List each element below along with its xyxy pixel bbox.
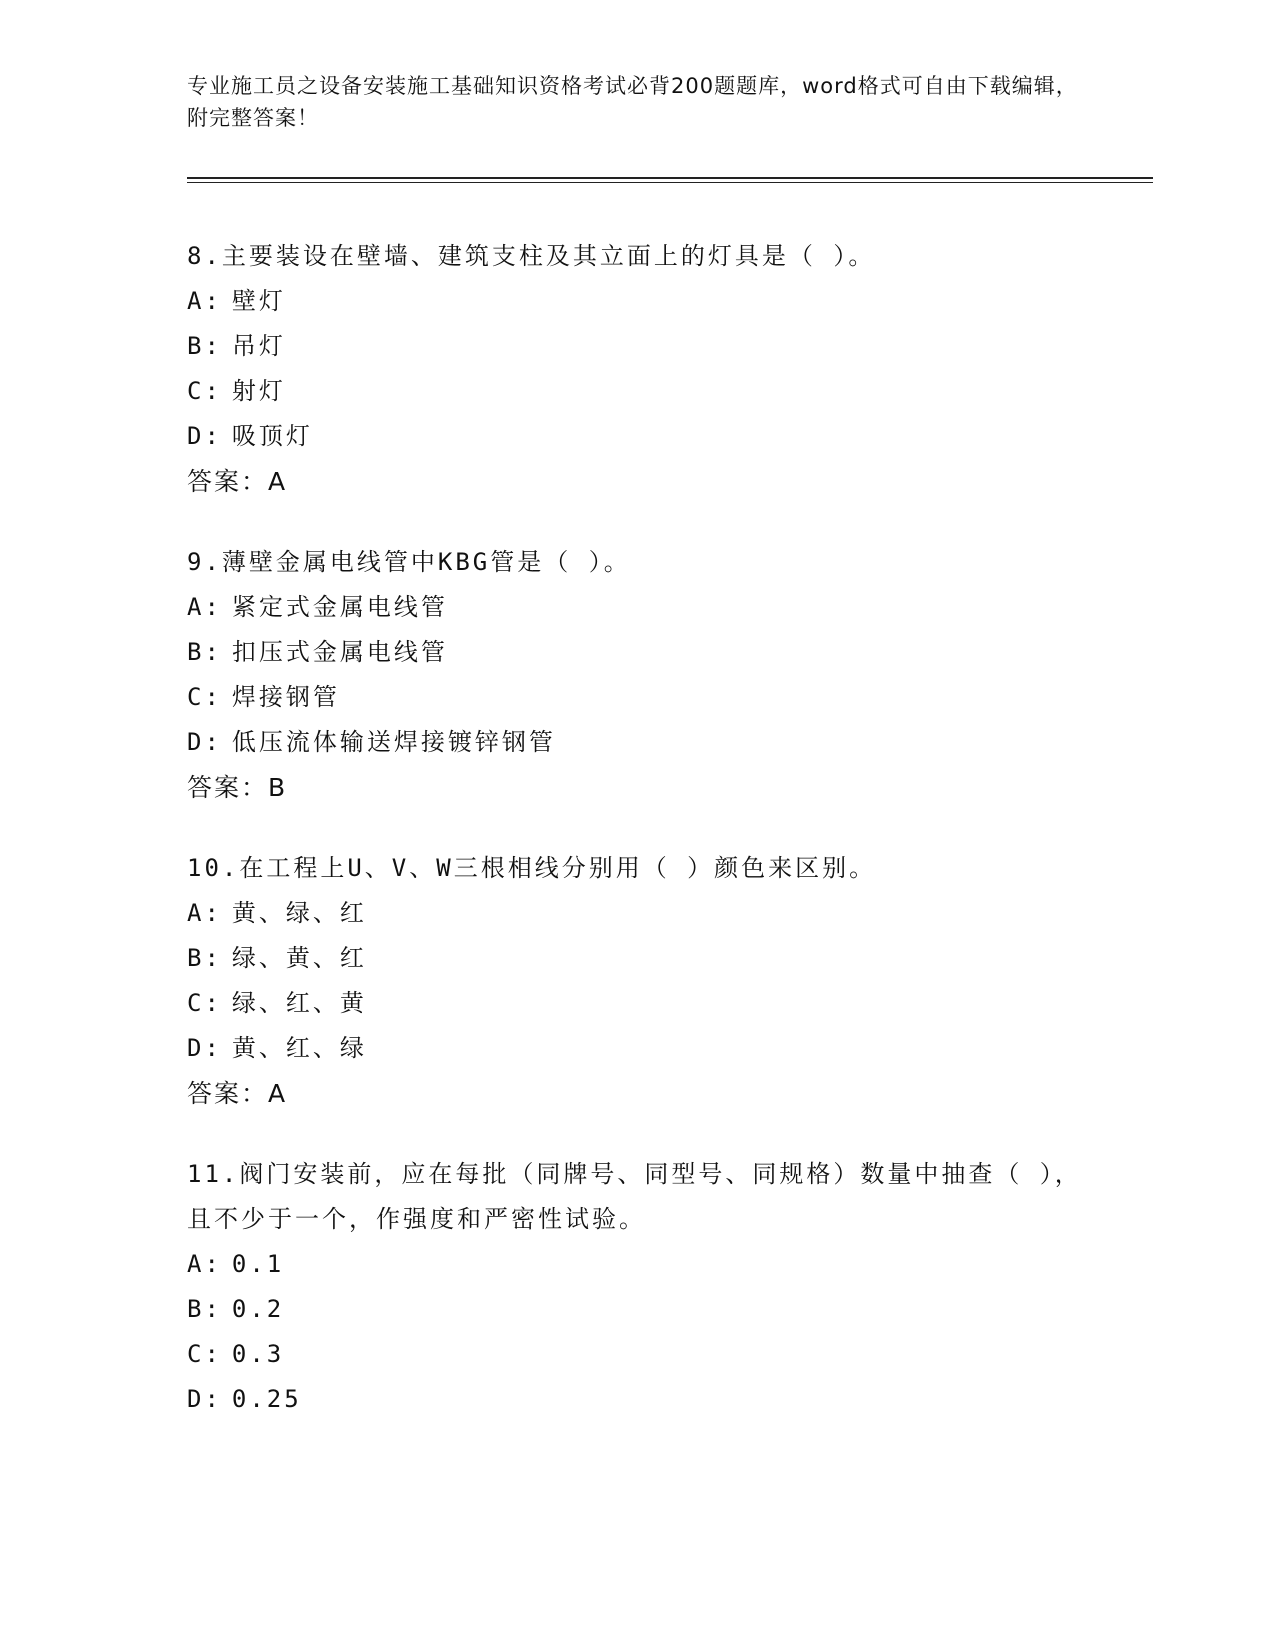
option-d [187, 1026, 1087, 1071]
option-text: 壁灯 [231, 287, 286, 315]
option-text: 紧定式金属电线管 [231, 593, 448, 621]
option-key: D: [187, 1034, 222, 1062]
question-8 [187, 234, 1087, 504]
option-c [187, 369, 1087, 414]
option-key: B: [187, 1295, 222, 1323]
question-stem: 10.在工程上U、V、W三根相线分别用（ ）颜色来区别。 [187, 854, 877, 882]
option-key: C: [187, 377, 222, 405]
document-header: 专业施工员之设备安装施工基础知识资格考试必背200题题库，word格式可自由下载编辑，附完整答案！ [187, 74, 1078, 130]
option-text: 黄、红、绿 [231, 1034, 367, 1062]
question-9 [187, 540, 1087, 810]
option-text: 吸顶灯 [231, 422, 313, 450]
option-text: 0.3 [231, 1340, 285, 1368]
header-divider-thick [187, 177, 1153, 179]
option-key: B: [187, 944, 222, 972]
option-key: C: [187, 989, 222, 1017]
option-d [187, 414, 1087, 459]
option-key: C: [187, 683, 222, 711]
option-text: 0.25 [231, 1385, 302, 1413]
option-b [187, 1287, 1087, 1332]
option-text: 黄、绿、红 [231, 899, 367, 927]
option-text: 绿、红、黄 [231, 989, 367, 1017]
question-stem: 8.主要装设在壁墙、建筑支柱及其立面上的灯具是（ ）。 [187, 242, 876, 270]
question-11 [187, 1152, 1087, 1422]
option-c [187, 1332, 1087, 1377]
answer-line: 答案：A [187, 1079, 288, 1108]
option-a [187, 279, 1087, 324]
option-text: 0.1 [231, 1250, 285, 1278]
option-text: 扣压式金属电线管 [231, 638, 448, 666]
option-text: 吊灯 [231, 332, 286, 360]
option-text: 低压流体输送焊接镀锌钢管 [231, 728, 556, 756]
header-divider-thin [187, 182, 1153, 183]
option-key: D: [187, 422, 222, 450]
option-text: 绿、黄、红 [231, 944, 367, 972]
option-d [187, 720, 1087, 765]
answer-line: 答案：B [187, 773, 288, 802]
question-stem: 11.阀门安装前，应在每批（同牌号、同型号、同规格）数量中抽查（ ），且不少于一个，作强度和严密性试验。 [187, 1160, 1082, 1233]
option-text: 焊接钢管 [231, 683, 340, 711]
question-list [187, 234, 1087, 1458]
option-key: D: [187, 1385, 222, 1413]
option-text: 0.2 [231, 1295, 285, 1323]
question-10 [187, 846, 1087, 1116]
option-key: C: [187, 1340, 222, 1368]
answer-line: 答案：A [187, 467, 288, 496]
option-a [187, 585, 1087, 630]
option-b [187, 324, 1087, 369]
option-key: B: [187, 332, 222, 360]
option-key: D: [187, 728, 222, 756]
option-key: A: [187, 899, 222, 927]
option-key: A: [187, 287, 222, 315]
option-b [187, 630, 1087, 675]
option-d [187, 1377, 1087, 1422]
option-text: 射灯 [231, 377, 286, 405]
option-key: A: [187, 1250, 222, 1278]
question-stem: 9.薄壁金属电线管中KBG管是（ ）。 [187, 548, 631, 576]
option-a [187, 891, 1087, 936]
option-a [187, 1242, 1087, 1287]
option-c [187, 981, 1087, 1026]
option-key: B: [187, 638, 222, 666]
option-b [187, 936, 1087, 981]
option-key: A: [187, 593, 222, 621]
option-c [187, 675, 1087, 720]
